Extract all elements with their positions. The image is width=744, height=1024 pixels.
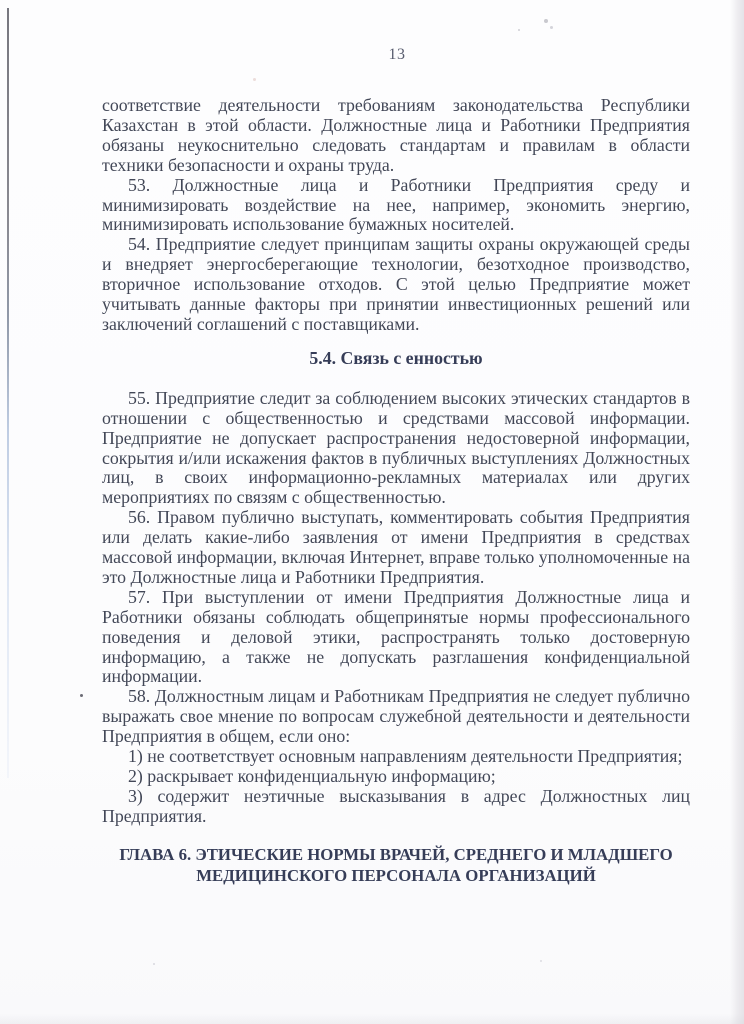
scan-stray-dot	[80, 694, 83, 697]
scan-speck	[253, 78, 256, 81]
scan-speck	[518, 29, 520, 31]
list-item-1: 1) не соответствует основным направлениям деятельности Предприятия;	[128, 746, 683, 767]
scan-speck	[544, 19, 548, 23]
scan-edge-shadow-right	[730, 0, 744, 1024]
list-item-3: 3) содержит неэтичные высказывания в адрес Должностных лиц Предприятия.	[102, 785, 690, 826]
paragraph-56: 56. Правом публично выступать, комментировать события Предприятия или делать какие-либо заявления от имени Предприятия в средствах массовой информации, включая Интернет, вправе только уполномоченные на это Должностные лица и Работники Предприятия.	[102, 507, 690, 587]
paragraph-55: 55. Предприятие следит за соблюдением высоких этических стандартов в отношении с общественностью и средствами массовой информации. Предприятие не допускает распространения недостоверной информации, сокрытия и/или искажения фактов в публичных выступлениях Должностных лиц, в своих информационно-рекламных материалах или других мероприятиях по связям с общественностью.	[102, 387, 690, 508]
page-number: 13	[388, 46, 406, 63]
paragraph-54: 54. Предприятие следует принципам защиты охраны окружающей среды и внедряет энергосберегающие технологии, безотходное производство, вторичное использование отходов. С этой целью Предприятие может учитывать данные факторы при принятии инвестиционных решений или заключений соглашений с поставщиками.	[102, 234, 690, 334]
section-heading: 5.4. Связь с енностью	[309, 347, 483, 368]
paragraph-52-continuation: соответствие деятельности требованиям законодательства Республики Казахстан в этой области. Должностные лица и Работники Предприятия обязаны неукоснительно следовать стандартам и правилам в области техники безопасности и охраны труда.	[102, 95, 690, 175]
scan-artifact-line	[7, 8, 9, 778]
paragraph-58: 58. Должностным лицам и Работникам Предприятия не следует публично выражать свое мнение по вопросам служебной деятельности и деятельности Предприятия в общем, если оно:	[102, 686, 690, 747]
scan-edge-shadow-bottom	[0, 1014, 744, 1024]
scan-speck	[540, 960, 542, 962]
paragraph-57: 57. При выступлении от имени Предприятия Должностные лица и Работники обязаны соблюдать общепринятые нормы профессионального поведения и деловой этики, распространять только достоверную информацию, а также не допускать разглашения конфиденциальной информации.	[102, 586, 690, 687]
list-item-2: 2) раскрывает конфиденциальную информацию;	[128, 766, 496, 786]
chapter-heading: ГЛАВА 6. ЭТИЧЕСКИЕ НОРМЫ ВРАЧЕЙ, СРЕДНЕГО И МЛАДШЕГО МЕДИЦИНСКОГО ПЕРСОНАЛА ОРГАНИЗАЦИЙ	[119, 844, 673, 885]
document-body	[102, 96, 690, 886]
scan-speck	[550, 26, 553, 29]
paragraph-53: 53. Должностные лица и Работники Предприятия среду и минимизировать воздействие на нее, например, экономить энергию, минимизировать использование бумажных носителей.	[102, 174, 690, 235]
scan-speck	[153, 963, 155, 965]
